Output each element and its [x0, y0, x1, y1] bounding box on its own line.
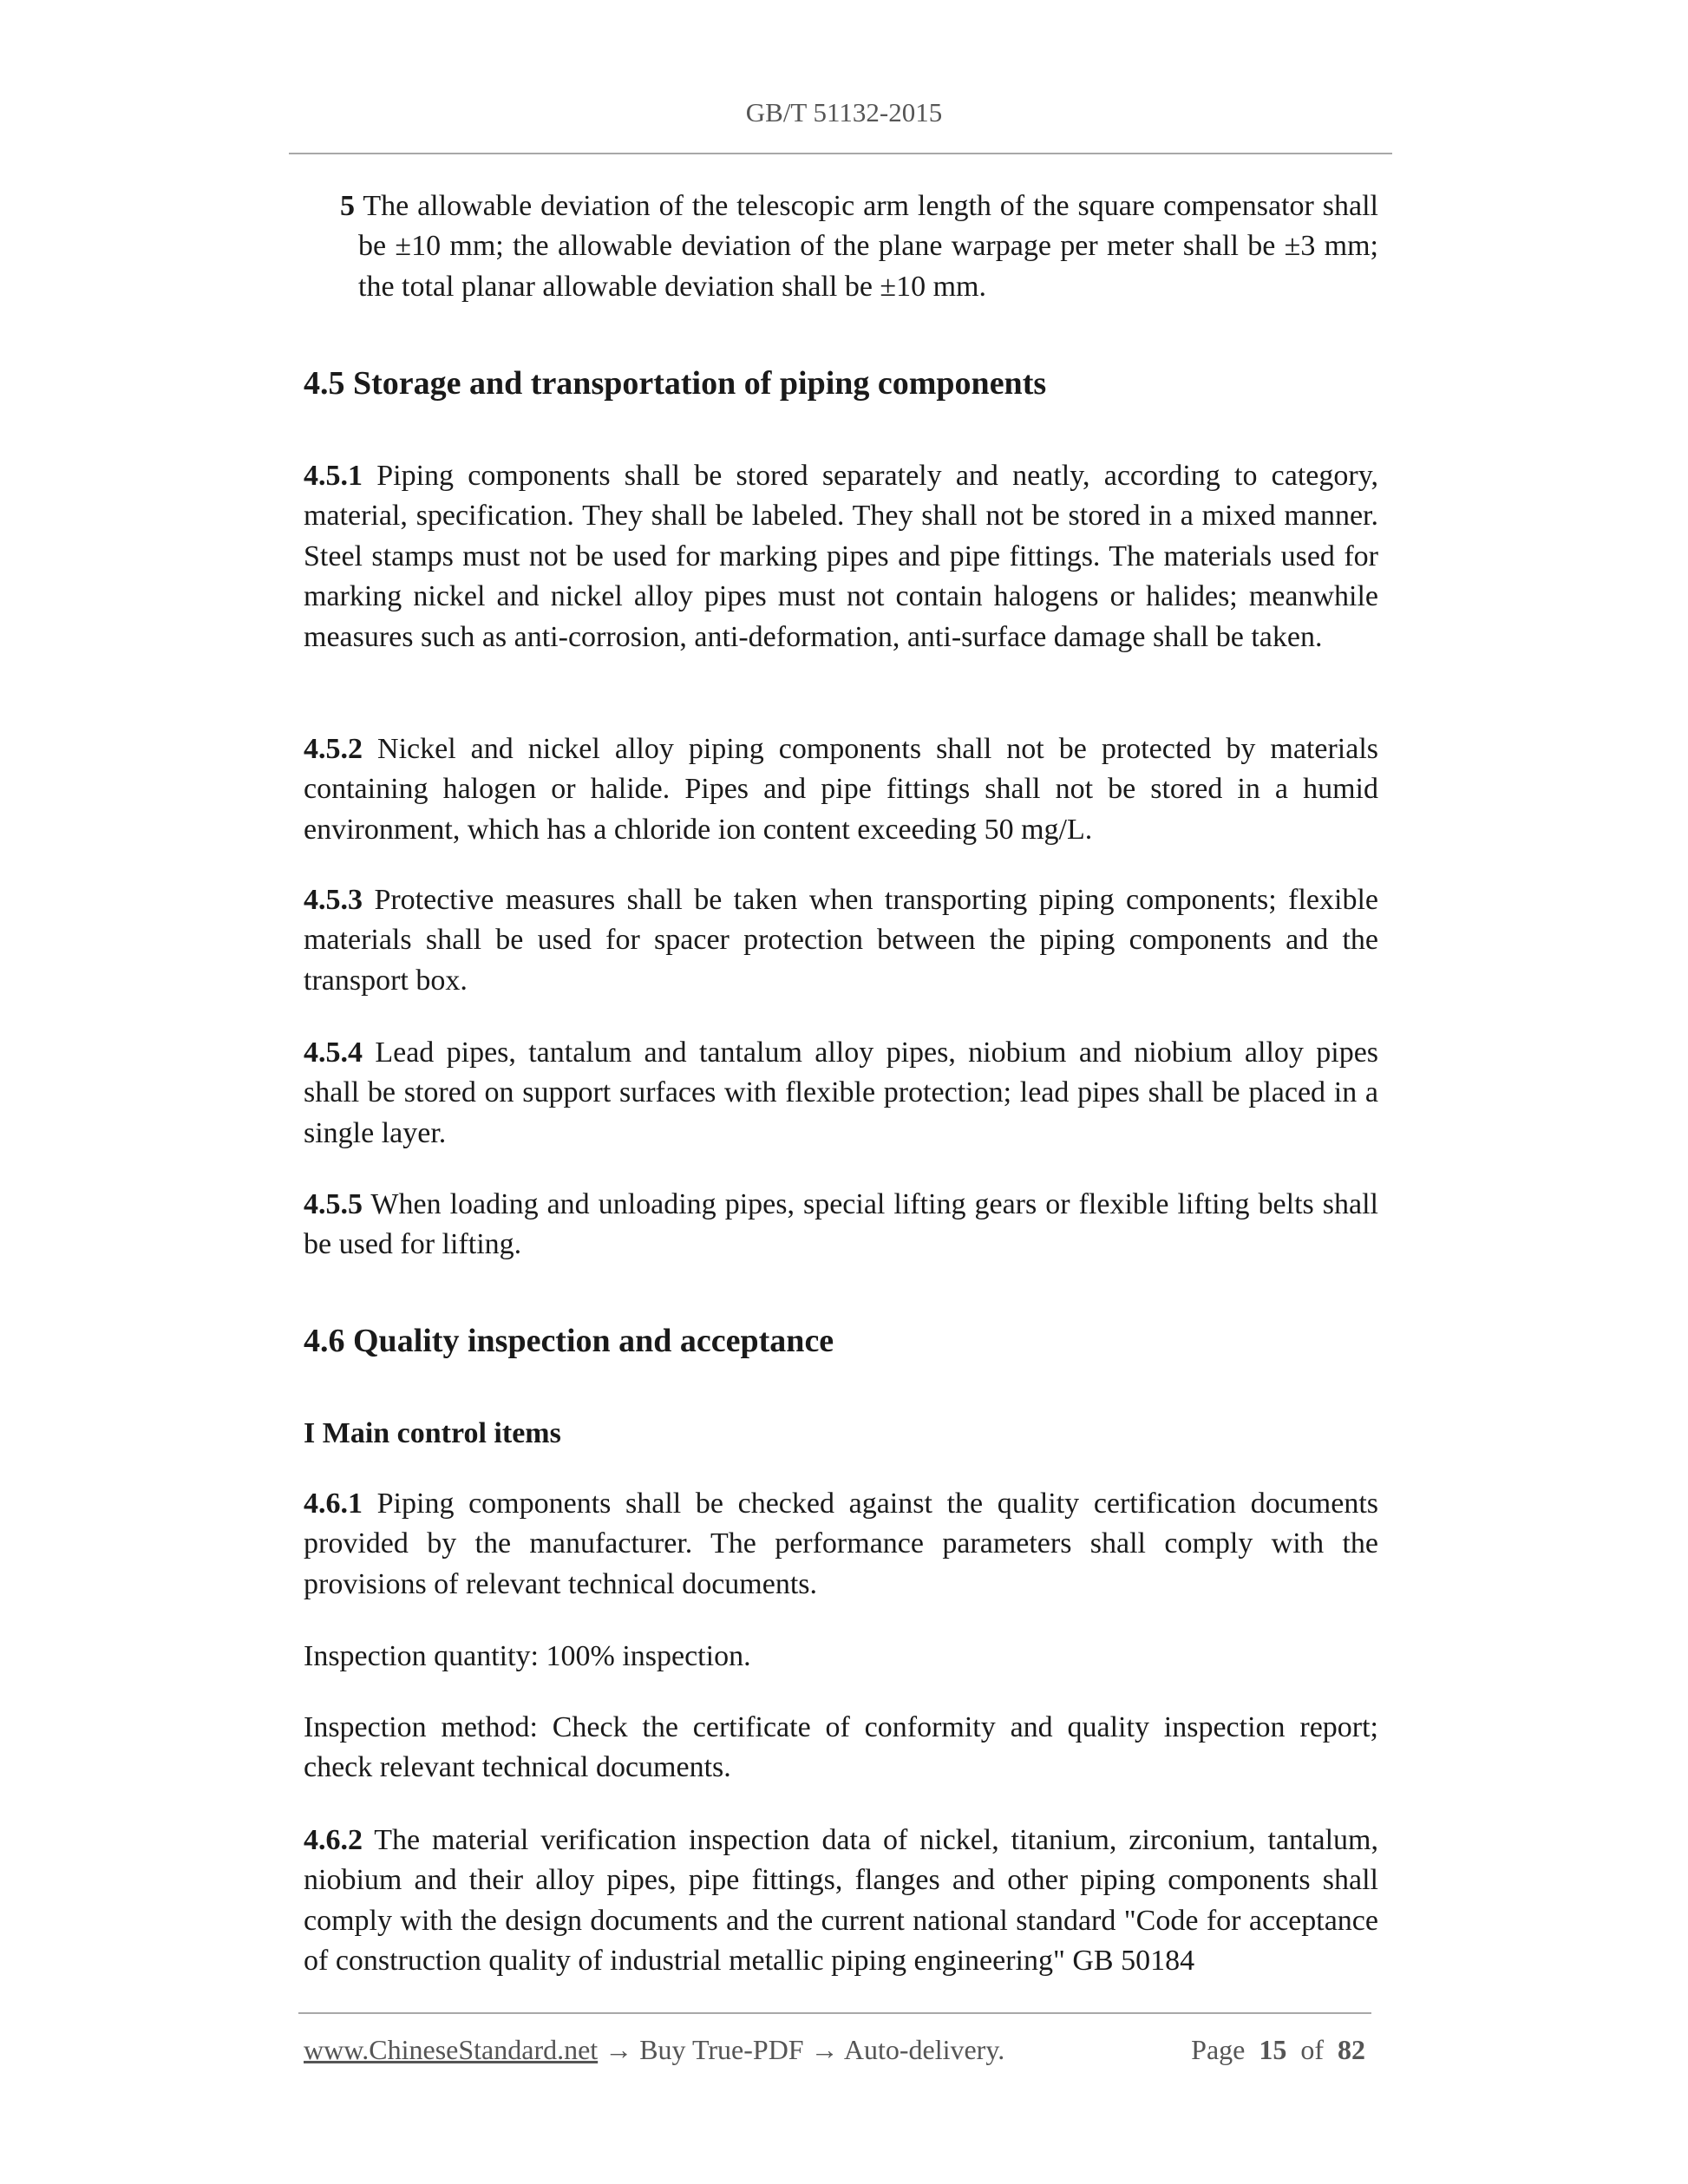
delivery-text: Auto-delivery.: [843, 2034, 1005, 2065]
page-label: Page: [1191, 2034, 1246, 2065]
clause-4-5-5: [304, 1185, 1378, 1265]
total-pages: 82: [1338, 2034, 1365, 2065]
item-text: The allowable deviation of the telescopic arm length of the square compensator shall be ±10 mm; the allowable deviation of the plane warpage per meter shall be ±3 mm; the total planar allowable deviation shall be ±10 mm.: [358, 190, 1378, 303]
buy-text: Buy True-PDF: [639, 2034, 804, 2065]
clause-text: When loading and unloading pipes, special lifting gears or flexible lifting belts shall be used for lifting.: [304, 1188, 1378, 1261]
clause-4-6-2: [304, 1821, 1378, 1982]
clause-number: 4.5.5: [304, 1188, 363, 1220]
clause-4-5-2: [304, 729, 1378, 850]
arrow-icon: →: [605, 2034, 633, 2065]
clause-number: 4.5.2: [304, 733, 363, 765]
clause-4-5-4: [304, 1033, 1378, 1154]
subsection-heading: I Main control items: [304, 1417, 561, 1449]
of-label: of: [1300, 2034, 1324, 2065]
clause-4-5-1: [304, 456, 1378, 657]
clause-4-6-1: [304, 1484, 1378, 1605]
clause-text: Piping components shall be stored separately and neatly, according to category, material, specification. They shall be labeled. They shall not be stored in a mixed manner. Steel stamps must not be used for marking pipes and pipe fittings. The materials used for marking nickel and nickel alloy pipes must not contain halogens or halides; meanwhile measures such as anti-corrosion, anti-deformation, anti-surface damage shall be taken.: [304, 460, 1378, 653]
clause-number: 4.5.1: [304, 460, 363, 492]
current-page: 15: [1259, 2034, 1287, 2065]
inspection-method: Inspection method: Check the certificate of conformity and quality inspection report; check relevant technical documents.: [304, 1711, 1378, 1784]
section-heading-4-6: 4.6 Quality inspection and acceptance: [304, 1323, 834, 1359]
footer-divider: [298, 2012, 1371, 2014]
inspection-quantity: Inspection quantity: 100% inspection.: [304, 1640, 751, 1672]
clause-text: Lead pipes, tantalum and tantalum alloy pipes, niobium and niobium alloy pipes shall be stored on support surfaces with flexible protection; lead pipes shall be placed in a single layer.: [304, 1036, 1379, 1149]
clause-4-5-3: [304, 880, 1378, 1001]
list-item-5: [340, 186, 1378, 307]
document-header: GB/T 51132-2015: [745, 97, 943, 128]
clause-text: Piping components shall be checked against the quality certification documents provided by the manufacturer. The performance parameters shall comply with the provisions of relevant technical documents.: [304, 1488, 1378, 1600]
clause-text: Protective measures shall be taken when transporting piping components; flexible materials shall be used for spacer protection between the piping components and the transport box.: [304, 884, 1379, 997]
clause-number: 4.6.1: [304, 1488, 363, 1520]
clause-number: 4.5.4: [304, 1036, 363, 1069]
section-heading-4-5: 4.5 Storage and transportation of piping components: [304, 365, 1047, 402]
clause-text: Nickel and nickel alloy piping components shall not be protected by materials containing halogen or halide. Pipes and pipe fittings shall not be stored in a humid environment, which has a chloride ion content exceeding 50 mg/L.: [304, 733, 1378, 846]
page-number: [1191, 2034, 1365, 2066]
arrow-icon: →: [810, 2034, 839, 2065]
footer-promo: [304, 2034, 1004, 2066]
clause-number: 4.5.3: [304, 884, 363, 916]
website-link[interactable]: www.ChineseStandard.net: [304, 2034, 599, 2065]
item-number: 5: [340, 190, 355, 222]
header-divider: [289, 153, 1392, 154]
clause-number: 4.6.2: [304, 1824, 363, 1856]
clause-text: The material verification inspection data of nickel, titanium, zirconium, tantalum, niobium and their alloy pipes, pipe fittings, flanges and other piping components shall comply with the design documents and the current national standard "Code for acceptance of construction quality of industrial metallic piping engineering" GB 50184: [304, 1824, 1378, 1978]
